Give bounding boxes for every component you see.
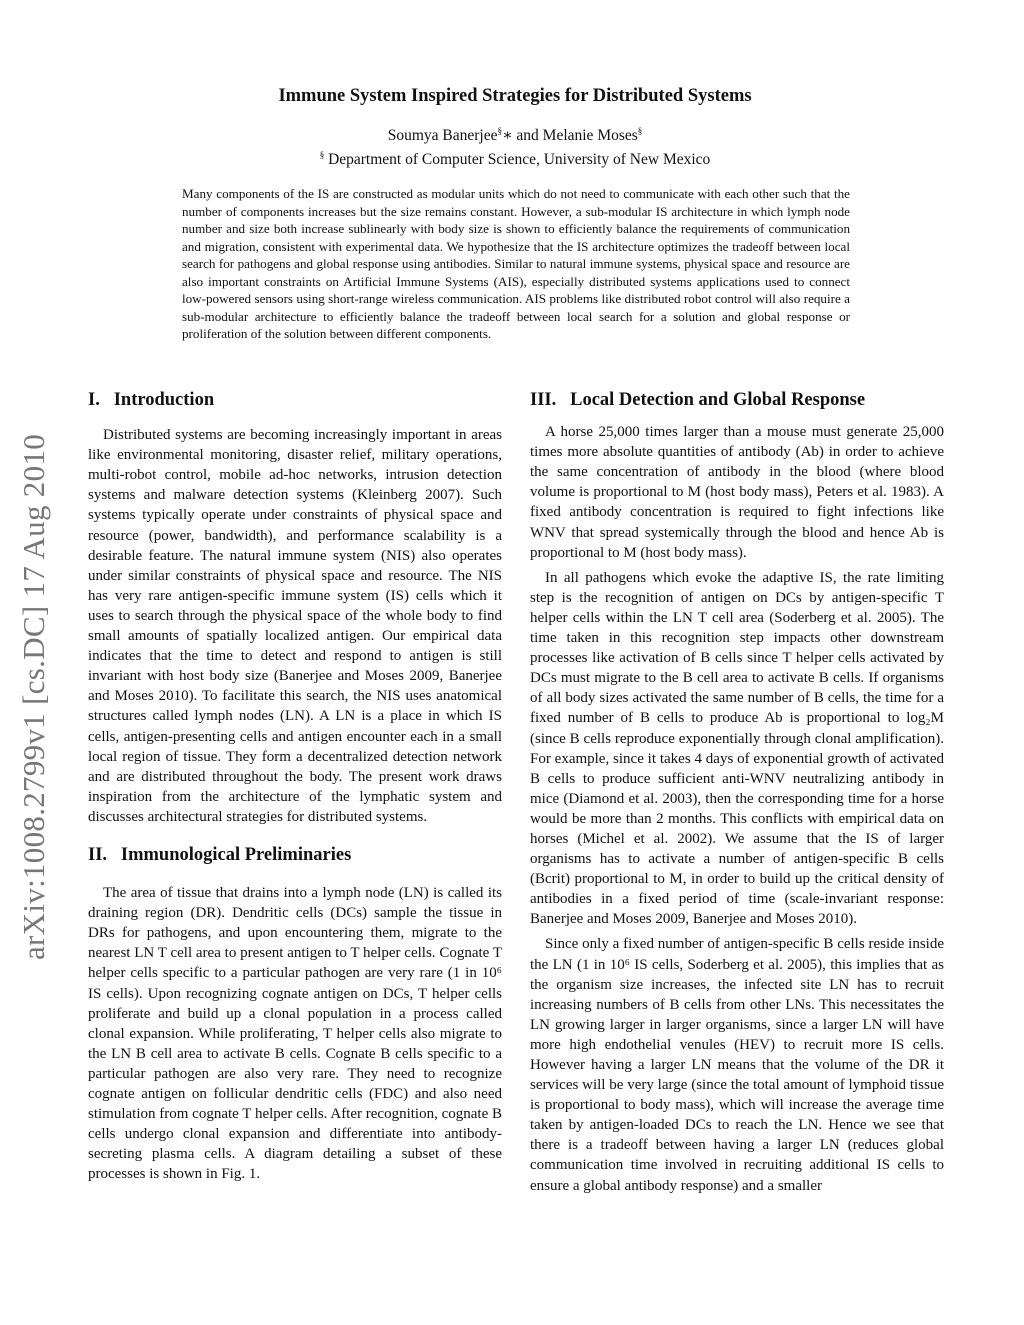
and-text: and: [512, 127, 543, 145]
affil-mark: §: [319, 150, 325, 160]
paragraph: The area of tissue that drains into a lymph node (LN) is called its draining region (DR). Dendritic cells (DCs) sample the tissue in DRs for pathogens, and upon encountering them, migrate to the nearest LN T cell area to present antigen to T helper cells. Cognate T helper cells specific to a particular pathogen are very rare (1 in 10⁶ IS cells). Upon recognizing cognate antigen on DCs, T helper cells proliferate and build up a clonal population in a process called clonal expansion. While proliferating, T helper cells also migrate to the LN B cell area to activate B cells. Cognate B cells specific to a particular pathogen are also very rare. They need to recognize cognate antigen on follicular dendritic cells (FDC) and also need stimulation from cognate T helper cells. After recognition, cognate B cells undergo clonal expansion and differentiate into antibody-secreting plasma cells. A diagram detailing a subset of these processes is shown in Fig. 1.: [88, 885, 502, 1183]
paragraph: Distributed systems are becoming increasingly important in areas like environmental monitoring, disaster relief, military operations, multi-robot control, mobile ad-hoc networks, intrusion detection systems and malware detection systems (Kleinberg 2007). Such systems typically operate under constraints of physical space and resource (power, bandwidth), and performance scalability is a desirable feature. The natural immune system (NIS) also operates under similar constraints of physical space and resource. The NIS has very rare antigen-specific immune system (IS) cells which it uses to search through the physical space of the whole body to find small amounts of spatially localized antigen. Our empirical data indicates that the time to detect and respond to antigen is still invariant with host body size (Banerjee and Moses 2009, Banerjee and Moses 2010). To facilitate this search, the NIS uses anatomical structures called lymph nodes (LN). A LN is a place in which IS cells, antigen-presenting cells and antigen encounter each in a small local region of tissue. They form a decentralized detection network and are distributed throughout the body. The present work draws inspiration from the architecture of the lymphatic system and discusses architectural strategies for distributed systems.: [88, 427, 502, 825]
paragraph: Since only a fixed number of antigen-specific B cells reside inside the LN (1 in 10⁶ IS cells, Soderberg et al. 2005), this implies that as the organism size increases, the infected site LN has to recruit increasing numbers of B cells from other LNs. This necessitates the LN growing larger in larger organisms, since a larger LN will have more high endothelial venules (HEV) to recruit more IS cells. However having a larger LN means that the volume of the DR it services will be very large (since the total amount of lymphoid tissue is proportional to body mass), which will increase the average time taken by antigen-loaded DCs to reach the LN. Hence we see that there is a tradeoff between having a larger LN (reduces global communication time involved in recruiting additional IS cells to ensure a global antibody response) and a smaller: [530, 936, 944, 1194]
section-heading: II. Immunological Preliminaries: [88, 844, 352, 865]
arxiv-stamp: arXiv:1008.2799v1 [cs.DC] 17 Aug 2010: [16, 433, 51, 960]
corresponding-mark: ∗: [501, 127, 513, 145]
author-1: Soumya Banerjee: [387, 127, 498, 145]
paragraph: A horse 25,000 times larger than a mouse must generate 25,000 times more absolute quantities of antibody (Ab) in order to achieve the same concentration of antibody in the blood (where blood volume is proportional to M (host body mass), Peters et al. 1983). A fixed antibody concentration is required to fight infections like WNV that spread systemically through the blood and hence Ab is proportional to M (host body mass).: [530, 424, 944, 561]
abstract: Many components of the IS are constructed as modular units which do not need to communicate with each other such that the number of components increases but the size remains constant. However, a sub-modular IS architecture in which lymph node number and size both increase sublinearly with body size is shown to efficiently balance the requirements of communication and migration, consistent with experimental data. We hypothesize that the IS architecture optimizes the tradeoff between local search for pathogens and global response using antibodies. Similar to natural immune systems, physical space and resource are also important constraints on Artificial Immune Systems (AIS), especially distributed systems applications used to connect low-powered sensors using short-range wireless communication. AIS problems like distributed robot control will also require a sub-modular architecture to efficiently balance the tradeoff between local search for a solution and global response or proliferation of the solution between different components.: [182, 186, 850, 342]
section-heading: III. Local Detection and Global Response: [530, 390, 866, 410]
left-column: [88, 390, 502, 1184]
section-heading: I. Introduction: [88, 390, 215, 410]
affil-mark: §: [637, 126, 643, 136]
affil-mark: §: [497, 126, 502, 136]
authors: [0, 126, 1024, 145]
paper-title: Immune System Inspired Strategies for Distributed Systems: [278, 86, 752, 106]
right-column: [530, 390, 944, 1196]
affiliation-text: Department of Computer Science, University of New Mexico: [324, 151, 711, 169]
paragraph: In all pathogens which evoke the adaptive IS, the rate limiting step is the recognition of antigen on DCs by antigen-specific T helper cells within the LN T cell area (Soderberg et al. 2005). The time taken in this recognition step impacts other downstream processes like activation of B cells since T helper cells activated by DCs must migrate to the B cell area to activate B cells. If organisms of all body sizes activated the same number of B cells, the time for a fixed number of B cells to produce Ab is proportional to log₂M (since B cells reproduce exponentially through clonal amplification). For example, since it takes 4 days of exponential growth of activated B cells to produce sufficient anti-WNV neutralizing antibody in mice (Diamond et al. 2003), then the corresponding time for a horse would be more than 2 months. This conflicts with empirical data on horses (Michel et al. 2002). We assume that the IS of larger organisms has to activate a number of antigen-specific B cells (Bcrit) proportional to M, in order to build up the critical density of antibodies in a fixed period of time (scale-invariant response: Banerjee and Moses 2009, Banerjee and Moses 2010).: [530, 569, 944, 928]
affiliation: [0, 150, 1024, 169]
author-2: Melanie Moses: [542, 127, 638, 145]
